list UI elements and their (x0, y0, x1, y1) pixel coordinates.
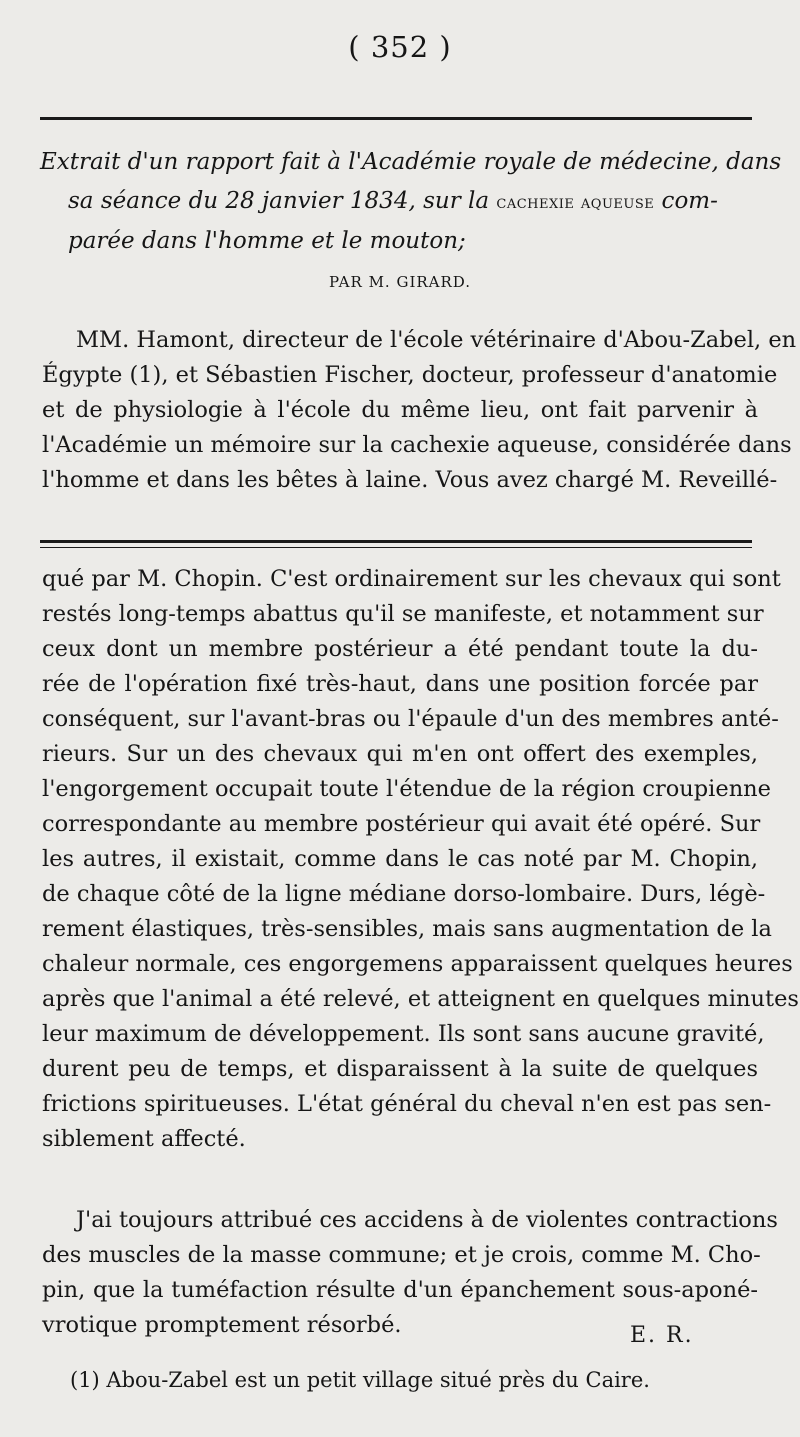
title-line-3: parée dans l'homme et le mouton; (68, 228, 466, 254)
article-title (40, 143, 782, 261)
paragraph-line: les autres, il existait, comme dans le cas noté par M. Chopin, (42, 846, 758, 872)
paragraph-line: rement élastiques, très-sensibles, mais sans augmentation de la (42, 916, 772, 942)
paragraph-line: et de physiologie à l'école du même lieu, ont fait parvenir à (42, 397, 758, 423)
paragraph-2 (42, 562, 799, 1157)
paragraph-line: siblement affecté. (42, 1126, 246, 1152)
signature-initials: E. R. (630, 1323, 694, 1348)
footnote: (1) Abou-Zabel est un petit village situé près du Caire. (70, 1368, 650, 1392)
paragraph-line: MM. Hamont, directeur de l'école vétérinaire d'Abou-Zabel, en (76, 327, 797, 353)
paragraph-line: l'homme et dans les bêtes à laine. Vous avez chargé M. Reveillé- (42, 467, 778, 493)
paragraph-line: rée de l'opération fixé très-haut, dans une position forcée par (42, 671, 758, 697)
title-line-2 (40, 182, 760, 222)
paragraph-line: vrotique promptement résorbé. (42, 1312, 402, 1338)
paragraph-line: conséquent, sur l'avant-bras ou l'épaule d'un des membres anté- (42, 706, 779, 732)
paragraph-line: ceux dont un membre postérieur a été pendant toute la du- (42, 636, 758, 662)
paragraph-line: qué par M. Chopin. C'est ordinairement sur les chevaux qui sont (42, 566, 781, 592)
paragraph-line: de chaque côté de la ligne médiane dorso-lombaire. Durs, légè- (42, 881, 766, 907)
title-line-2-a: sa séance du 28 janvier 1834, sur la (68, 188, 497, 214)
title-line-1: Extrait d'un rapport fait à l'Académie royale de médecine, dans (40, 149, 782, 175)
paragraph-line: l'engorgement occupait toute l'étendue de la région croupienne (42, 776, 771, 802)
paragraph-3 (42, 1203, 778, 1343)
paragraph-line: restés long-temps abattus qu'il se manifeste, et notamment sur (42, 601, 764, 627)
header-rule (40, 117, 752, 120)
paragraph-line: leur maximum de développement. Ils sont sans aucune gravité, (42, 1021, 765, 1047)
paragraph-1 (42, 323, 797, 498)
paragraph-line: frictions spiritueuses. L'état général du cheval n'en est pas sen- (42, 1091, 772, 1117)
paragraph-line: pin, que la tuméfaction résulte d'un épanchement sous-aponé- (42, 1277, 758, 1303)
title-line-2-subject: cachexie aqueuse (496, 191, 655, 213)
paragraph-line: après que l'animal a été relevé, et atteignent en quelques minutes (42, 986, 799, 1012)
paragraph-line: durent peu de temps, et disparaissent à la suite de quelques (42, 1056, 758, 1082)
title-line-2-c: com- (654, 188, 718, 214)
paragraph-line: chaleur normale, ces engorgemens apparaissent quelques heures (42, 951, 793, 977)
paragraph-line: rieurs. Sur un des chevaux qui m'en ont offert des exemples, (42, 741, 758, 767)
paragraph-line: Égypte (1), et Sébastien Fischer, docteur, professeur d'anatomie (42, 362, 778, 388)
paragraph-line: correspondante au membre postérieur qui avait été opéré. Sur (42, 811, 761, 837)
paragraph-line: J'ai toujours attribué ces accidens à de violentes contractions (76, 1207, 778, 1233)
section-break-rule (40, 540, 752, 543)
paragraph-line: l'Académie un mémoire sur la cachexie aqueuse, considérée dans (42, 432, 792, 458)
paragraph-line: des muscles de la masse commune; et je crois, comme M. Cho- (42, 1242, 761, 1268)
author-line: PAR M. GIRARD. (328, 273, 472, 291)
page-number: ( 352 ) (348, 30, 452, 64)
